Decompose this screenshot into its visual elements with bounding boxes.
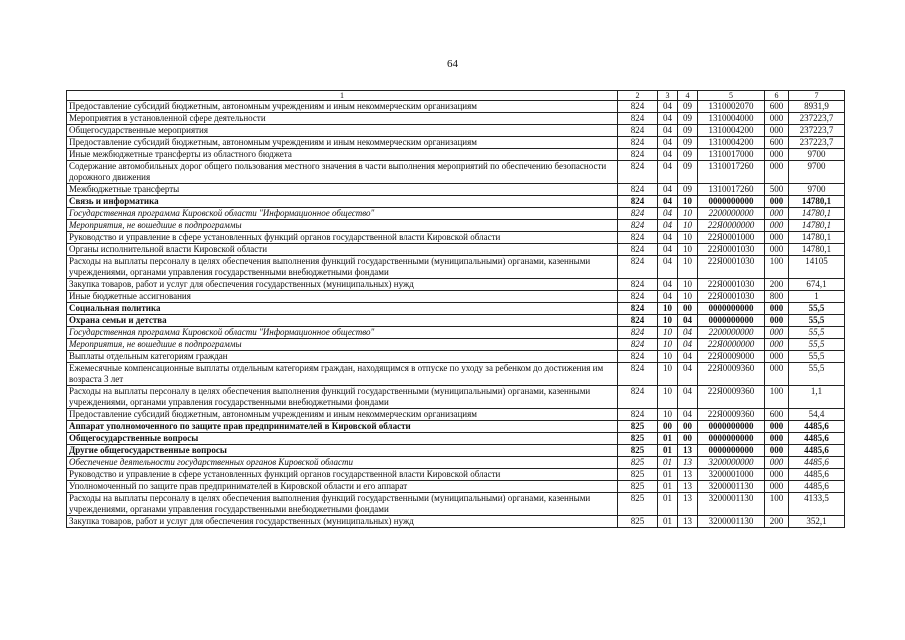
- table-row: [67, 409, 845, 421]
- subsection-cell: 13: [678, 457, 698, 469]
- subsection-cell: 10: [678, 244, 698, 256]
- admin-code-cell: 824: [618, 113, 658, 125]
- admin-code-cell: 824: [618, 232, 658, 244]
- admin-code-cell: 824: [618, 339, 658, 351]
- expense-type-cell: 000: [765, 351, 789, 363]
- target-article-cell: 22Я0009360: [698, 363, 765, 386]
- amount-cell: 237223,7: [789, 113, 845, 125]
- row-name-cell: Предоставление субсидий бюджетным, автономным учреждениям и иным некоммерческим организациям: [67, 409, 618, 421]
- section-cell: 01: [658, 457, 678, 469]
- admin-code-cell: 825: [618, 457, 658, 469]
- header-cell: 3: [658, 91, 678, 101]
- expense-type-cell: 600: [765, 101, 789, 113]
- expense-type-cell: 000: [765, 433, 789, 445]
- target-article-cell: 0000000000: [698, 445, 765, 457]
- subsection-cell: 04: [678, 386, 698, 409]
- amount-cell: 237223,7: [789, 125, 845, 137]
- target-article-cell: 1310017000: [698, 149, 765, 161]
- header-cell: 7: [789, 91, 845, 101]
- row-name-cell: Закупка товаров, работ и услуг для обеспечения государственных (муниципальных) нужд: [67, 279, 618, 291]
- target-article-cell: 2200000000: [698, 327, 765, 339]
- table-row: [67, 303, 845, 315]
- admin-code-cell: 824: [618, 256, 658, 279]
- expense-type-cell: 000: [765, 208, 789, 220]
- row-name-cell: Предоставление субсидий бюджетным, автономным учреждениям и иным некоммерческим организациям: [67, 137, 618, 149]
- row-name-cell: Государственная программа Кировской области "Информационное общество": [67, 208, 618, 220]
- table-row: [67, 232, 845, 244]
- section-cell: 04: [658, 149, 678, 161]
- admin-code-cell: 824: [618, 279, 658, 291]
- admin-code-cell: 825: [618, 493, 658, 516]
- expense-type-cell: 000: [765, 196, 789, 208]
- header-cell: 6: [765, 91, 789, 101]
- admin-code-cell: 824: [618, 409, 658, 421]
- amount-cell: 55,5: [789, 303, 845, 315]
- section-cell: 04: [658, 244, 678, 256]
- amount-cell: 4133,5: [789, 493, 845, 516]
- amount-cell: 14780,1: [789, 232, 845, 244]
- admin-code-cell: 824: [618, 244, 658, 256]
- expense-type-cell: 200: [765, 516, 789, 528]
- row-name-cell: Мероприятия в установленной сфере деятельности: [67, 113, 618, 125]
- subsection-cell: 13: [678, 516, 698, 528]
- subsection-cell: 00: [678, 433, 698, 445]
- section-cell: 10: [658, 339, 678, 351]
- amount-cell: 14780,1: [789, 244, 845, 256]
- admin-code-cell: 825: [618, 445, 658, 457]
- target-article-cell: 22Я0001030: [698, 291, 765, 303]
- target-article-cell: 0000000000: [698, 421, 765, 433]
- expense-type-cell: 000: [765, 445, 789, 457]
- expense-type-cell: 000: [765, 421, 789, 433]
- subsection-cell: 09: [678, 125, 698, 137]
- target-article-cell: 1310004200: [698, 137, 765, 149]
- subsection-cell: 00: [678, 303, 698, 315]
- section-cell: 01: [658, 445, 678, 457]
- amount-cell: 9700: [789, 161, 845, 184]
- subsection-cell: 10: [678, 256, 698, 279]
- target-article-cell: 22Я0001030: [698, 279, 765, 291]
- section-cell: 04: [658, 125, 678, 137]
- target-article-cell: 22Я0001000: [698, 232, 765, 244]
- subsection-cell: 10: [678, 208, 698, 220]
- subsection-cell: 09: [678, 137, 698, 149]
- subsection-cell: 10: [678, 196, 698, 208]
- table-row: [67, 327, 845, 339]
- table-row: [67, 113, 845, 125]
- table-row: [67, 351, 845, 363]
- section-cell: 10: [658, 386, 678, 409]
- section-cell: 04: [658, 232, 678, 244]
- section-cell: 00: [658, 421, 678, 433]
- target-article-cell: 3200001130: [698, 516, 765, 528]
- amount-cell: 9700: [789, 149, 845, 161]
- target-article-cell: 1310017260: [698, 184, 765, 196]
- table-row: [67, 291, 845, 303]
- table-row: [67, 493, 845, 516]
- table-row: [67, 386, 845, 409]
- target-article-cell: 0000000000: [698, 433, 765, 445]
- subsection-cell: 09: [678, 184, 698, 196]
- row-name-cell: Содержание автомобильных дорог общего пользования местного значения в части выполнения мероприятий по обеспечению безопасности дорожного движения: [67, 161, 618, 184]
- header-cell: 2: [618, 91, 658, 101]
- target-article-cell: 1310017260: [698, 161, 765, 184]
- subsection-cell: 10: [678, 232, 698, 244]
- expense-type-cell: 100: [765, 493, 789, 516]
- amount-cell: 55,5: [789, 351, 845, 363]
- section-cell: 04: [658, 101, 678, 113]
- amount-cell: 9700: [789, 184, 845, 196]
- table-row: [67, 244, 845, 256]
- admin-code-cell: 825: [618, 516, 658, 528]
- row-name-cell: Другие общегосударственные вопросы: [67, 445, 618, 457]
- row-name-cell: Предоставление субсидий бюджетным, автономным учреждениям и иным некоммерческим организациям: [67, 101, 618, 113]
- subsection-cell: 10: [678, 220, 698, 232]
- target-article-cell: 22Я0000000: [698, 339, 765, 351]
- table-row: [67, 363, 845, 386]
- admin-code-cell: 824: [618, 291, 658, 303]
- admin-code-cell: 824: [618, 184, 658, 196]
- amount-cell: 4485,6: [789, 469, 845, 481]
- target-article-cell: 1310004000: [698, 113, 765, 125]
- expense-type-cell: 100: [765, 386, 789, 409]
- subsection-cell: 04: [678, 327, 698, 339]
- admin-code-cell: 824: [618, 101, 658, 113]
- row-name-cell: Охрана семьи и детства: [67, 315, 618, 327]
- section-cell: 04: [658, 113, 678, 125]
- subsection-cell: 09: [678, 149, 698, 161]
- row-name-cell: Государственная программа Кировской области "Информационное общество": [67, 327, 618, 339]
- table-row: [67, 315, 845, 327]
- expense-type-cell: 000: [765, 161, 789, 184]
- section-cell: 04: [658, 256, 678, 279]
- row-name-cell: Аппарат уполномоченного по защите прав предпринимателей в Кировской области: [67, 421, 618, 433]
- amount-cell: 8931,9: [789, 101, 845, 113]
- expense-type-cell: 000: [765, 220, 789, 232]
- row-name-cell: Выплаты отдельным категориям граждан: [67, 351, 618, 363]
- amount-cell: 14780,1: [789, 220, 845, 232]
- subsection-cell: 04: [678, 339, 698, 351]
- table-row: [67, 149, 845, 161]
- expense-type-cell: 000: [765, 363, 789, 386]
- expense-type-cell: 000: [765, 149, 789, 161]
- amount-cell: 1: [789, 291, 845, 303]
- subsection-cell: 13: [678, 469, 698, 481]
- table-row: [67, 279, 845, 291]
- amount-cell: 674,1: [789, 279, 845, 291]
- row-name-cell: Мероприятия, не вошедшие в подпрограммы: [67, 220, 618, 232]
- target-article-cell: 3200001130: [698, 493, 765, 516]
- section-cell: 10: [658, 363, 678, 386]
- table-row: [67, 137, 845, 149]
- admin-code-cell: 824: [618, 137, 658, 149]
- amount-cell: 352,1: [789, 516, 845, 528]
- target-article-cell: 2200000000: [698, 208, 765, 220]
- amount-cell: 55,5: [789, 327, 845, 339]
- budget-table: [66, 90, 845, 528]
- amount-cell: 1,1: [789, 386, 845, 409]
- expense-type-cell: 000: [765, 469, 789, 481]
- target-article-cell: 22Я0001030: [698, 256, 765, 279]
- subsection-cell: 04: [678, 351, 698, 363]
- subsection-cell: 04: [678, 363, 698, 386]
- amount-cell: 4485,6: [789, 445, 845, 457]
- table-row: [67, 339, 845, 351]
- table-row: [67, 516, 845, 528]
- target-article-cell: 22Я0009000: [698, 351, 765, 363]
- table-row: [67, 256, 845, 279]
- table-row: [67, 421, 845, 433]
- section-cell: 01: [658, 469, 678, 481]
- admin-code-cell: 825: [618, 433, 658, 445]
- admin-code-cell: 824: [618, 327, 658, 339]
- expense-type-cell: 000: [765, 232, 789, 244]
- table-row: [67, 469, 845, 481]
- expense-type-cell: 000: [765, 125, 789, 137]
- table-row: [67, 208, 845, 220]
- header-cell: 5: [698, 91, 765, 101]
- target-article-cell: 1310004200: [698, 125, 765, 137]
- table-row: [67, 161, 845, 184]
- admin-code-cell: 824: [618, 363, 658, 386]
- expense-type-cell: 000: [765, 244, 789, 256]
- row-name-cell: Общегосударственные мероприятия: [67, 125, 618, 137]
- section-cell: 10: [658, 315, 678, 327]
- expense-type-cell: 000: [765, 315, 789, 327]
- table-row: [67, 196, 845, 208]
- row-name-cell: Социальная политика: [67, 303, 618, 315]
- target-article-cell: 1310002070: [698, 101, 765, 113]
- target-article-cell: 0000000000: [698, 303, 765, 315]
- amount-cell: 4485,6: [789, 481, 845, 493]
- section-cell: 04: [658, 291, 678, 303]
- section-cell: 10: [658, 351, 678, 363]
- row-name-cell: Общегосударственные вопросы: [67, 433, 618, 445]
- subsection-cell: 10: [678, 279, 698, 291]
- target-article-cell: 0000000000: [698, 196, 765, 208]
- section-cell: 04: [658, 279, 678, 291]
- subsection-cell: 13: [678, 445, 698, 457]
- admin-code-cell: 824: [618, 161, 658, 184]
- target-article-cell: 22Я0001030: [698, 244, 765, 256]
- target-article-cell: 22Я0009360: [698, 386, 765, 409]
- table-row: [67, 457, 845, 469]
- table-row: [67, 125, 845, 137]
- header-cell: 4: [678, 91, 698, 101]
- amount-cell: 237223,7: [789, 137, 845, 149]
- admin-code-cell: 824: [618, 220, 658, 232]
- admin-code-cell: 825: [618, 481, 658, 493]
- subsection-cell: 00: [678, 421, 698, 433]
- amount-cell: 54,4: [789, 409, 845, 421]
- subsection-cell: 04: [678, 315, 698, 327]
- amount-cell: 4485,6: [789, 457, 845, 469]
- row-name-cell: Обеспечение деятельности государственных органов Кировской области: [67, 457, 618, 469]
- section-cell: 01: [658, 493, 678, 516]
- row-name-cell: Расходы на выплаты персоналу в целях обеспечения выполнения функций государственными (муниципальными) органами, казенными учреждениями, органами управления государственными внебюджетными фондами: [67, 493, 618, 516]
- amount-cell: 55,5: [789, 363, 845, 386]
- admin-code-cell: 824: [618, 315, 658, 327]
- target-article-cell: 3200001000: [698, 469, 765, 481]
- subsection-cell: 09: [678, 113, 698, 125]
- row-name-cell: Закупка товаров, работ и услуг для обеспечения государственных (муниципальных) нужд: [67, 516, 618, 528]
- expense-type-cell: 000: [765, 303, 789, 315]
- subsection-cell: 09: [678, 101, 698, 113]
- header-cell: 1: [67, 91, 618, 101]
- row-name-cell: Руководство и управление в сфере установленных функций органов государственной власти Кировской области: [67, 469, 618, 481]
- section-cell: 04: [658, 184, 678, 196]
- row-name-cell: Межбюджетные трансферты: [67, 184, 618, 196]
- subsection-cell: 04: [678, 409, 698, 421]
- expense-type-cell: 600: [765, 137, 789, 149]
- amount-cell: 55,5: [789, 339, 845, 351]
- expense-type-cell: 600: [765, 409, 789, 421]
- table-row: [67, 184, 845, 196]
- row-name-cell: Расходы на выплаты персоналу в целях обеспечения выполнения функций государственными (муниципальными) органами, казенными учреждениями, органами управления государственными внебюджетными фондами: [67, 386, 618, 409]
- expense-type-cell: 200: [765, 279, 789, 291]
- admin-code-cell: 825: [618, 421, 658, 433]
- section-cell: 04: [658, 137, 678, 149]
- admin-code-cell: 824: [618, 208, 658, 220]
- section-cell: 04: [658, 161, 678, 184]
- row-name-cell: Мероприятия, не вошедшие в подпрограммы: [67, 339, 618, 351]
- section-cell: 01: [658, 481, 678, 493]
- expense-type-cell: 000: [765, 339, 789, 351]
- row-name-cell: Связь и информатика: [67, 196, 618, 208]
- row-name-cell: Органы исполнительной власти Кировской области: [67, 244, 618, 256]
- subsection-cell: 13: [678, 493, 698, 516]
- amount-cell: 14105: [789, 256, 845, 279]
- table-row: [67, 101, 845, 113]
- row-name-cell: Иные межбюджетные трансферты из областного бюджета: [67, 149, 618, 161]
- target-article-cell: 3200000000: [698, 457, 765, 469]
- admin-code-cell: 824: [618, 303, 658, 315]
- row-name-cell: Расходы на выплаты персоналу в целях обеспечения выполнения функций государственными (муниципальными) органами, казенными учреждениями, органами управления государственными внебюджетными фондами: [67, 256, 618, 279]
- amount-cell: 14780,1: [789, 196, 845, 208]
- amount-cell: 55,5: [789, 315, 845, 327]
- row-name-cell: Иные бюджетные ассигнования: [67, 291, 618, 303]
- section-cell: 01: [658, 516, 678, 528]
- expense-type-cell: 000: [765, 481, 789, 493]
- expense-type-cell: 000: [765, 327, 789, 339]
- row-name-cell: Руководство и управление в сфере установленных функций органов государственной власти Кировской области: [67, 232, 618, 244]
- target-article-cell: 0000000000: [698, 315, 765, 327]
- row-name-cell: Ежемесячные компенсационные выплаты отдельным категориям граждан, находящимся в отпуске по уходу за ребенком до достижения им возраста 3 лет: [67, 363, 618, 386]
- expense-type-cell: 000: [765, 457, 789, 469]
- page-number: 64: [447, 58, 458, 70]
- target-article-cell: 22Я0009360: [698, 409, 765, 421]
- section-cell: 10: [658, 327, 678, 339]
- section-cell: 04: [658, 208, 678, 220]
- subsection-cell: 09: [678, 161, 698, 184]
- expense-type-cell: 800: [765, 291, 789, 303]
- target-article-cell: 22Я0000000: [698, 220, 765, 232]
- admin-code-cell: 824: [618, 125, 658, 137]
- table-row: [67, 481, 845, 493]
- admin-code-cell: 825: [618, 469, 658, 481]
- header-row: [67, 91, 845, 101]
- section-cell: 04: [658, 220, 678, 232]
- subsection-cell: 13: [678, 481, 698, 493]
- admin-code-cell: 824: [618, 386, 658, 409]
- expense-type-cell: 500: [765, 184, 789, 196]
- section-cell: 04: [658, 196, 678, 208]
- section-cell: 01: [658, 433, 678, 445]
- section-cell: 10: [658, 409, 678, 421]
- table-row: [67, 433, 845, 445]
- expense-type-cell: 100: [765, 256, 789, 279]
- target-article-cell: 3200001130: [698, 481, 765, 493]
- admin-code-cell: 824: [618, 196, 658, 208]
- row-name-cell: Уполномоченный по защите прав предпринимателей в Кировской области и его аппарат: [67, 481, 618, 493]
- subsection-cell: 10: [678, 291, 698, 303]
- amount-cell: 14780,1: [789, 208, 845, 220]
- amount-cell: 4485,6: [789, 433, 845, 445]
- admin-code-cell: 824: [618, 351, 658, 363]
- section-cell: 10: [658, 303, 678, 315]
- admin-code-cell: 824: [618, 149, 658, 161]
- amount-cell: 4485,6: [789, 421, 845, 433]
- expense-type-cell: 000: [765, 113, 789, 125]
- table-row: [67, 445, 845, 457]
- table-row: [67, 220, 845, 232]
